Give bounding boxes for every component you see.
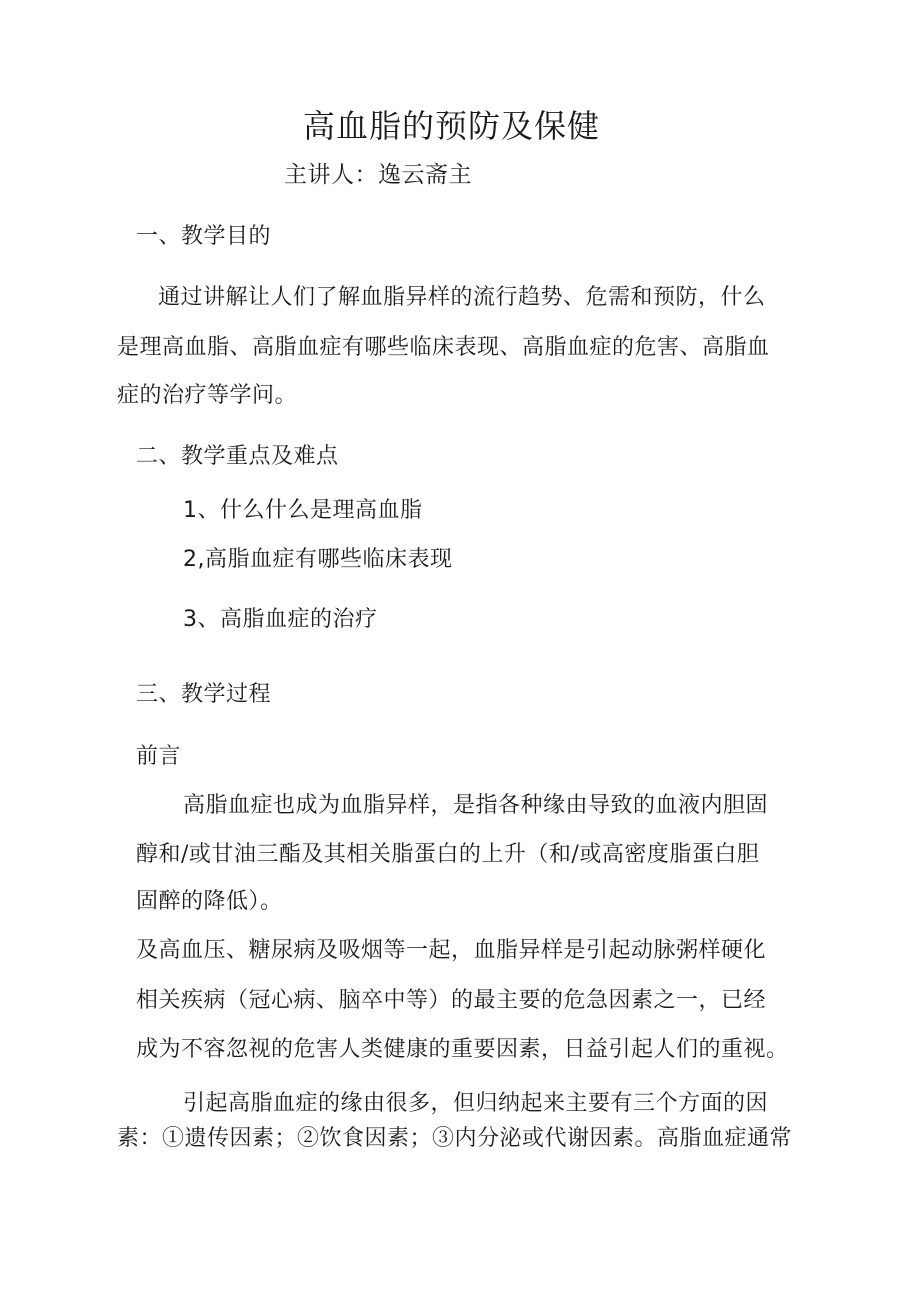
section-2-list-item: 1、什么什么是理高血脂	[183, 498, 423, 523]
section-1-heading: 一、教学目的	[136, 224, 272, 249]
preface-paragraph-line: 引起高脂血症的缘由很多，但归纳起来主要有三个方面的因	[183, 1091, 769, 1116]
section-1-paragraph-line: 症的治疗等学问。	[117, 383, 298, 408]
lecturer-line: 主讲人：逸云斋主	[284, 162, 472, 188]
section-3-heading: 三、教学过程	[136, 682, 272, 707]
preface-paragraph-line: 高脂血症也成为血脂异样，是指各种缘由导致的血液内胆固	[183, 793, 769, 818]
preface-paragraph-line: 相关疾病（冠心病、脑卒中等）的最主要的危急因素之一，已经	[136, 988, 767, 1013]
section-2-list-item: 3、高脂血症的治疗	[183, 607, 378, 632]
preface-paragraph-line: 固醉的降低）。	[136, 889, 283, 914]
preface-paragraph-line: 素：①遗传因素；②饮食因素；③内分泌或代谢因素。高脂血症通常	[117, 1126, 793, 1151]
section-1-paragraph-line: 通过讲解让人们了解血脂异样的流行趋势、危需和预防，什么	[158, 285, 766, 310]
section-2-heading: 二、教学重点及难点	[136, 444, 339, 469]
preface-paragraph-line: 成为不容忽视的危害人类健康的重要因素，日益引起人们的重视。	[136, 1037, 789, 1062]
section-1-paragraph-line: 是理高血脂、高脂血症有哪些临床表现、高脂血症的危害、高脂血	[117, 335, 770, 360]
preface-paragraph-line: 醇和/或甘油三酯及其相关脂蛋白的上升（和/或高密度脂蛋白胆	[136, 842, 760, 867]
section-3-subheading: 前言	[136, 744, 182, 769]
section-2-list-item: 2,高脂血症有哪些临床表现	[183, 547, 453, 572]
preface-paragraph-line: 及高血压、糖尿病及吸烟等一起，血脂异样是引起动脉粥样硬化	[136, 938, 767, 963]
document-title: 高血脂的预防及保健	[303, 107, 601, 145]
